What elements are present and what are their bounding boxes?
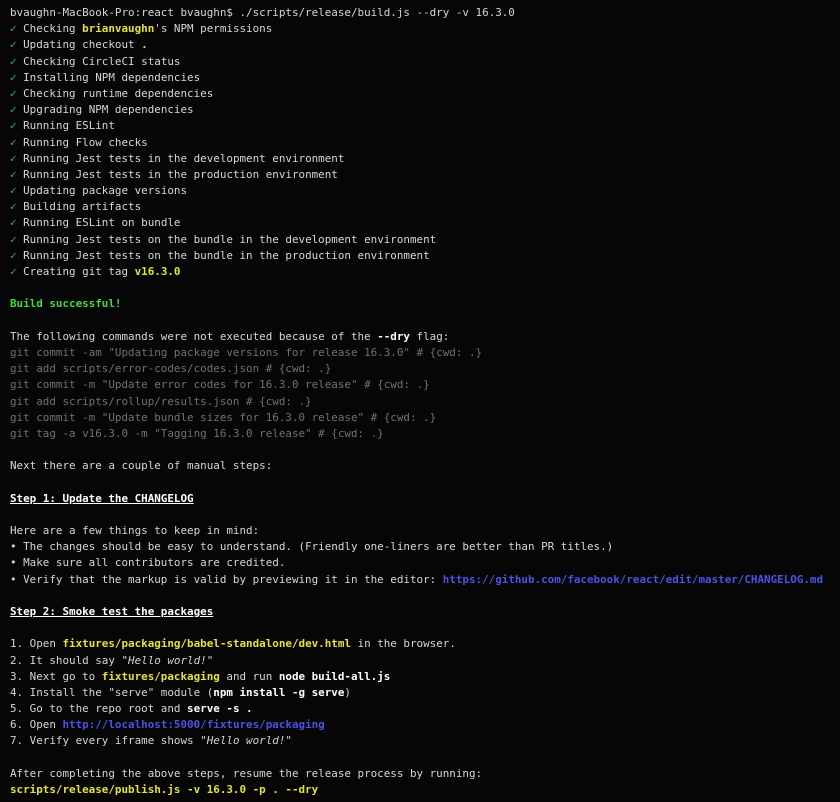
text-segment: Next there are a couple of manual steps: (10, 459, 273, 473)
changelog-link[interactable]: https://github.com/facebook/react/edit/master/CHANGELOG.md (442, 572, 824, 586)
step-2-heading: Step 2: Smoke test the packages (10, 604, 214, 618)
terminal-line (10, 442, 838, 458)
terminal-line (10, 604, 838, 620)
path-highlight: fixtures/packaging (101, 669, 220, 683)
list-item: and run (219, 669, 279, 683)
git-command: git commit -m "Update error codes for 16.3.0 release" # {cwd: .} (10, 378, 430, 392)
terminal-line (10, 588, 838, 604)
terminal-line (10, 296, 838, 312)
check-icon: ✓ (10, 151, 24, 165)
localhost-link[interactable]: http://localhost:5000/fixtures/packaging (62, 718, 325, 732)
terminal-line (10, 572, 838, 588)
list-item: 1. Open (10, 637, 63, 651)
terminal-line (10, 361, 838, 377)
version-tag-highlight: v16.3.0 (134, 265, 181, 278)
terminal-line (10, 329, 838, 345)
check-icon: ✓ (10, 86, 24, 100)
bullet-item: • Verify that the markup is valid by previewing it in the editor: (10, 572, 443, 586)
terminal-line (10, 102, 838, 118)
terminal-line (10, 620, 838, 636)
list-item: 6. Open (10, 718, 63, 732)
terminal-line (10, 5, 838, 21)
terminal-line (10, 151, 838, 167)
text-segment: The following commands were not executed because of the (10, 329, 378, 343)
text-segment: Running Jest tests in the production environment (23, 167, 338, 181)
check-icon: ✓ (10, 248, 24, 262)
path-highlight: . (141, 38, 148, 52)
quoted-output: "Hello world!" (200, 734, 292, 748)
command-highlight: npm install -g serve (213, 685, 345, 699)
text-segment: Running Flow checks (23, 135, 148, 149)
terminal-line (10, 264, 838, 280)
list-item: 3. Next go to (10, 669, 102, 683)
prompt-command: bvaughn-MacBook-Pro:react bvaughn$ ./scripts/release/build.js --dry -v 16.3.0 (10, 6, 515, 19)
check-icon: ✓ (10, 232, 24, 246)
list-item: in the browser. (350, 637, 456, 651)
terminal-line (10, 555, 838, 571)
command-highlight: serve -s . (187, 702, 253, 716)
check-icon: ✓ (10, 265, 24, 278)
terminal-line (10, 248, 838, 264)
quoted-output: "Hello world!" (121, 653, 214, 667)
terminal-line (10, 523, 838, 539)
list-item: ) (344, 685, 351, 699)
check-icon: ✓ (10, 54, 24, 68)
terminal-line (10, 636, 838, 652)
check-icon: ✓ (10, 103, 24, 117)
text-segment: Running Jest tests on the bundle in the development environment (23, 232, 437, 246)
terminal-line (10, 183, 838, 199)
terminal-line (10, 232, 838, 248)
bullet-item: • Make sure all contributors are credited. (10, 556, 286, 570)
text-segment: Upgrading NPM dependencies (23, 103, 194, 117)
terminal-line (10, 766, 838, 782)
text-segment: Updating package versions (23, 184, 188, 198)
check-icon: ✓ (10, 135, 24, 149)
text-segment: Building artifacts (23, 200, 142, 214)
terminal-line (10, 782, 838, 798)
check-icon: ✓ (10, 70, 24, 84)
terminal-line (10, 86, 838, 102)
terminal-line (10, 474, 838, 490)
terminal-line (10, 167, 838, 183)
git-command: git add scripts/error-codes/codes.json # {cwd: .} (10, 362, 332, 376)
git-command: git commit -am "Updating package versions for release 16.3.0" # {cwd: .} (10, 345, 483, 359)
terminal-line (10, 491, 838, 507)
check-icon: ✓ (10, 200, 24, 214)
text-segment: Running Jest tests in the development environment (23, 151, 345, 165)
list-item: 2. It should say (10, 653, 122, 667)
text-segment: Here are a few things to keep in mind: (10, 524, 260, 537)
step-1-heading: Step 1: Update the CHANGELOG (10, 491, 194, 505)
terminal-line (10, 733, 838, 749)
terminal-line (10, 199, 838, 215)
text-segment: Checking runtime dependencies (23, 86, 214, 100)
git-command: git commit -m "Update bundle sizes for 16.3.0 release" # {cwd: .} (10, 410, 437, 424)
terminal-line (10, 507, 838, 523)
text-segment: Checking (23, 22, 83, 36)
terminal-line (10, 717, 838, 733)
terminal-output (10, 5, 838, 798)
check-icon: ✓ (10, 184, 24, 198)
git-command: git tag -a v16.3.0 -m "Tagging 16.3.0 release" # {cwd: .} (10, 426, 384, 440)
terminal-line (10, 685, 838, 701)
text-segment: Running ESLint on bundle (23, 216, 181, 230)
check-icon: ✓ (10, 119, 24, 133)
text-segment: Running Jest tests on the bundle in the production environment (23, 248, 430, 262)
terminal-line (10, 653, 838, 669)
terminal-line (10, 539, 838, 555)
username-highlight: brianvaughn (82, 22, 155, 36)
text-segment: Checking CircleCI status (23, 54, 181, 68)
terminal-line (10, 426, 838, 442)
terminal-line (10, 135, 838, 151)
text-segment: 's NPM permissions (154, 22, 273, 36)
terminal-line (10, 458, 838, 474)
publish-command-highlight: scripts/release/publish.js -v 16.3.0 -p . --dry (10, 783, 319, 796)
list-item: 7. Verify every iframe shows (10, 734, 201, 748)
check-icon: ✓ (10, 22, 24, 36)
terminal-line (10, 21, 838, 37)
build-success-message: Build successful! (10, 297, 122, 311)
terminal-line (10, 54, 838, 70)
git-command: git add scripts/rollup/results.json # {cwd: .} (10, 394, 312, 408)
text-segment: After completing the above steps, resume the release process by running: (10, 766, 483, 780)
text-segment: Updating checkout (23, 38, 142, 52)
terminal-line (10, 701, 838, 717)
list-item: 4. Install the "serve" module ( (10, 685, 214, 699)
terminal-line (10, 377, 838, 393)
terminal-line (10, 345, 838, 361)
command-highlight: node build-all.js (278, 669, 391, 683)
check-icon: ✓ (10, 216, 24, 230)
text-segment: Installing NPM dependencies (23, 70, 201, 84)
list-item: 5. Go to the repo root and (10, 702, 188, 716)
text-segment: Running ESLint (23, 119, 115, 133)
text-segment: Creating git tag (23, 265, 135, 278)
text-segment: flag: (409, 329, 450, 343)
check-icon: ✓ (10, 167, 24, 181)
terminal-line (10, 118, 838, 134)
terminal-line (10, 750, 838, 766)
terminal-line (10, 70, 838, 86)
terminal-line (10, 313, 838, 329)
terminal-line (10, 394, 838, 410)
terminal-line (10, 669, 838, 685)
terminal-line (10, 410, 838, 426)
check-icon: ✓ (10, 38, 24, 52)
terminal-line (10, 280, 838, 296)
bullet-item: • The changes should be easy to understand. (Friendly one-liners are better than PR titles.) (10, 540, 614, 554)
terminal-line (10, 215, 838, 231)
path-highlight: fixtures/packaging/babel-standalone/dev.html (62, 637, 351, 651)
terminal-line (10, 37, 838, 53)
dry-flag-highlight: --dry (377, 329, 410, 343)
